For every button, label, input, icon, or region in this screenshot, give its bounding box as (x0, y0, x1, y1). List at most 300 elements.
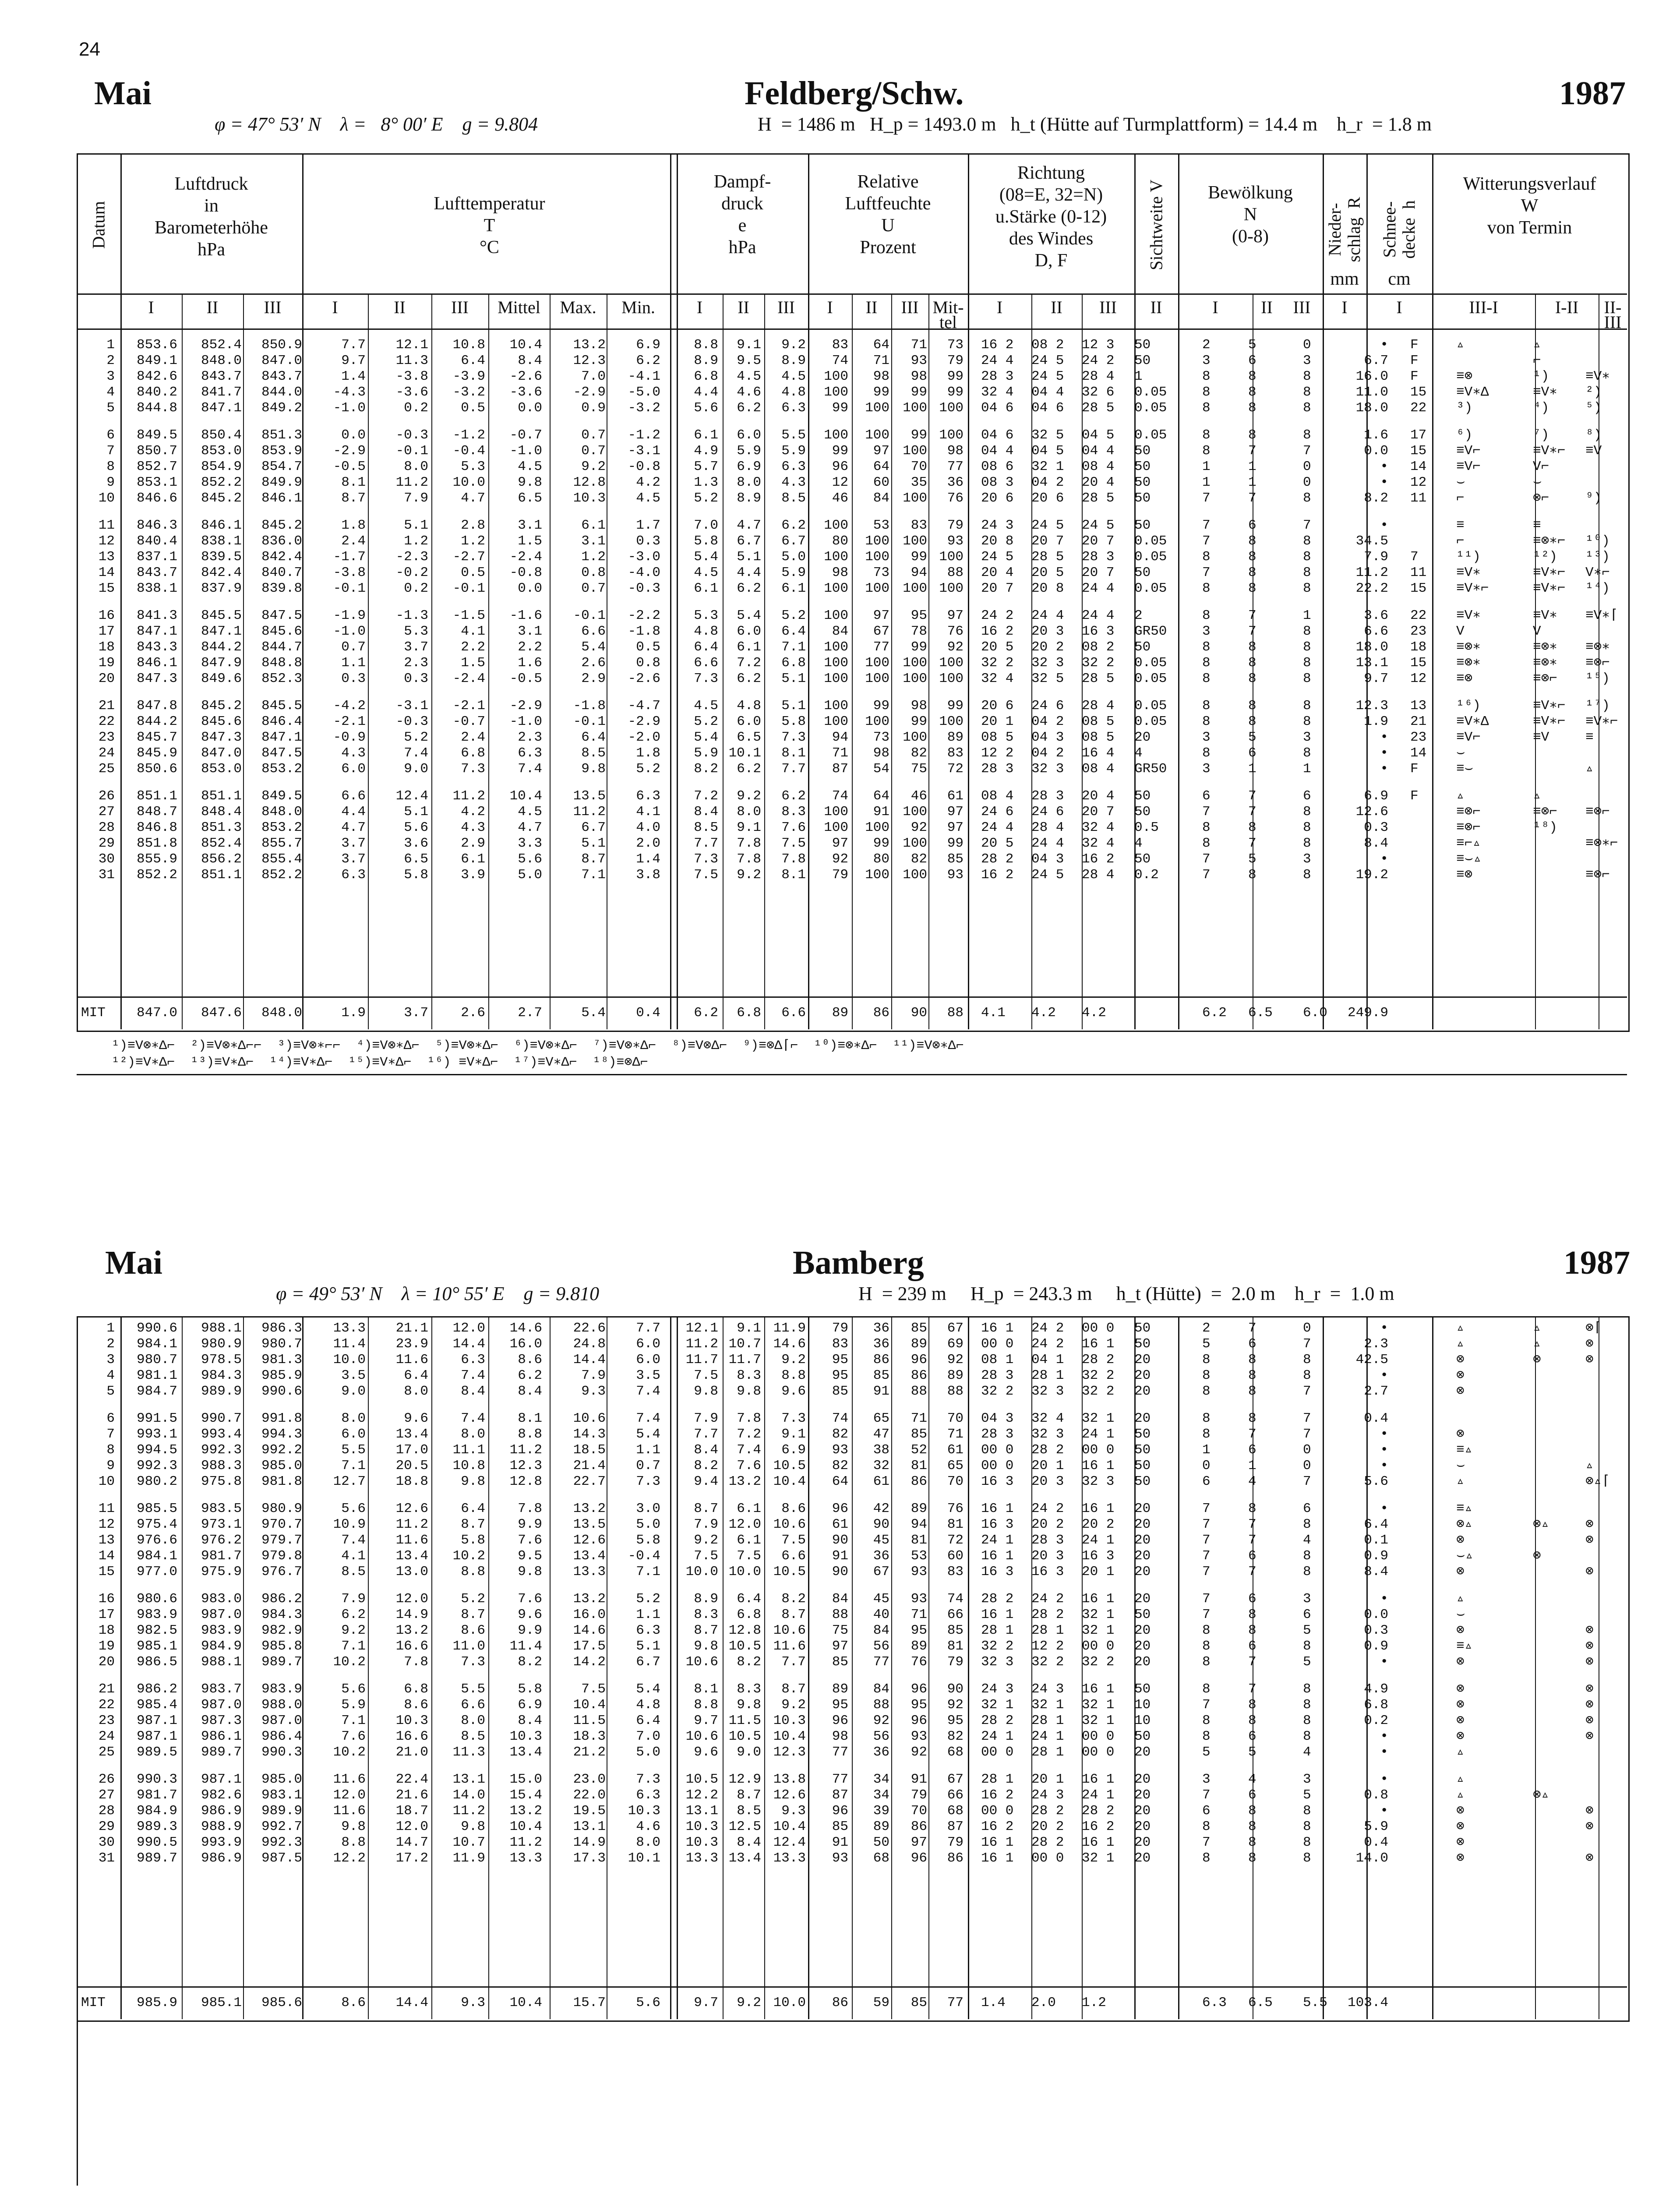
cell-24: • (1380, 518, 1388, 533)
cell-22: 8 (1248, 1851, 1256, 1866)
cell-8: 10.6 (573, 1411, 606, 1426)
cell-1: 994.5 (136, 1442, 177, 1458)
cell-14: 34 (873, 1787, 889, 1803)
cell-11: 6.0 (737, 624, 761, 639)
cell-16: 67 (947, 1321, 964, 1336)
cell-2: 841.7 (201, 385, 242, 400)
cell-12: 5.1 (781, 698, 806, 714)
cell-13: 93 (832, 1442, 848, 1458)
cell-15: 88 (911, 1384, 927, 1399)
cell-24: 0.4 (1364, 1835, 1388, 1850)
cell-7: -1.0 (509, 714, 542, 729)
cell-11: 12.8 (728, 1623, 761, 1638)
cell-25: 22 (1410, 608, 1427, 623)
cell-2: 837.9 (201, 581, 242, 596)
cell-1: 850.6 (136, 761, 177, 777)
cell-11: 8.4 (737, 1835, 761, 1850)
cell-13: 87 (832, 1787, 848, 1803)
cell-19: 20 7 (1082, 565, 1115, 580)
cell-1: 987.1 (136, 1713, 177, 1728)
cell-14: 77 (873, 1654, 889, 1670)
cell-14: 90 (873, 1517, 889, 1532)
cell-9: -2.6 (628, 671, 660, 686)
cell-1: 980.7 (136, 1352, 177, 1367)
cell-20: 4 (1134, 745, 1143, 761)
cell-21: 8 (1202, 581, 1211, 596)
cell-7: 7.6 (518, 1591, 542, 1607)
cell-17: 28 3 (981, 1368, 1014, 1383)
cell-7: 9.8 (518, 475, 542, 490)
cell-5: 11.6 (395, 1533, 428, 1548)
cell-15: 86 (911, 1368, 927, 1383)
cell-24: • (1380, 851, 1388, 867)
cell-13: 77 (832, 1745, 848, 1760)
cell-12: 10.3 (773, 1713, 806, 1728)
cell-25: F (1410, 369, 1419, 384)
cell-13: 100 (824, 549, 848, 565)
cell-24: 11.2 (1355, 565, 1388, 580)
cell-23: 8 (1303, 385, 1311, 400)
mittel-cell-12: 6.6 (781, 1005, 806, 1021)
cell-0: 22 (98, 1697, 115, 1713)
cell-19: 16 2 (1082, 1819, 1115, 1834)
cell-7: 10.4 (509, 788, 542, 804)
cell-9: 3.8 (636, 867, 660, 883)
cell-16: 73 (947, 337, 964, 353)
cell-4: 11.6 (333, 1772, 366, 1787)
cell-13: 79 (832, 1321, 848, 1336)
cell-25: 15 (1410, 581, 1427, 596)
cell-17: 20 6 (981, 698, 1014, 714)
cell-6: -0.1 (452, 581, 485, 596)
cell-22: 7 (1248, 624, 1256, 639)
cell-23: 3 (1303, 730, 1311, 745)
subheader-5: III (451, 297, 469, 317)
cell-9: -4.1 (628, 369, 660, 384)
cell-17: 16 2 (981, 1819, 1014, 1834)
cell-25: 22 (1410, 400, 1427, 416)
cell-11: 7.4 (737, 1442, 761, 1458)
cell-19: 28 4 (1082, 867, 1115, 883)
cell-13: 100 (824, 385, 848, 400)
cell-15: 79 (911, 1787, 927, 1803)
cell-16: 99 (947, 836, 964, 851)
cell-14: 85 (873, 1368, 889, 1383)
cell-12: 10.5 (773, 1458, 806, 1473)
cell-23: 6 (1303, 1607, 1311, 1622)
cell-28: ⊗ (1585, 1713, 1594, 1728)
cell-21: 7 (1202, 804, 1211, 819)
cell-10: 10.6 (685, 1729, 718, 1744)
cell-26: ⊗ (1456, 1851, 1465, 1866)
cell-11: 4.4 (737, 565, 761, 580)
cell-9: 5.0 (636, 1745, 660, 1760)
cell-26: ≡⊗ (1456, 867, 1473, 883)
cell-12: 4.5 (781, 369, 806, 384)
cell-26: ⊗ (1456, 1623, 1465, 1638)
cell-22: 8 (1248, 1819, 1256, 1834)
cell-13: 46 (832, 491, 848, 506)
mittel-cell-22: 6.5 (1248, 1995, 1273, 2010)
cell-24: 0.3 (1364, 820, 1388, 835)
cell-21: 8 (1202, 369, 1211, 384)
cell-27: ▵ (1533, 788, 1541, 804)
cell-0: 5 (106, 1384, 115, 1399)
cell-20: 0.05 (1134, 549, 1167, 565)
cell-16: 95 (947, 1713, 964, 1728)
cell-1: 851.8 (136, 836, 177, 851)
cell-12: 8.8 (781, 1368, 806, 1383)
cell-14: 39 (873, 1803, 889, 1819)
cell-6: 7.4 (461, 1368, 485, 1383)
cell-16: 100 (939, 671, 964, 686)
cell-28: ⊗ (1585, 1336, 1594, 1352)
cell-0: 10 (98, 1474, 115, 1489)
cell-23: 8 (1303, 581, 1311, 596)
cell-15: 96 (911, 1681, 927, 1697)
cell-4: 0.3 (341, 671, 366, 686)
cell-2: 852.2 (201, 475, 242, 490)
mittel-cell-13: 89 (832, 1005, 848, 1021)
table-row (0, 518, 1680, 533)
cell-2: 847.9 (201, 655, 242, 671)
cell-27: ≡V∗⌐ (1533, 565, 1566, 580)
cell-24: 0.9 (1364, 1548, 1388, 1564)
cell-2: 851.1 (201, 867, 242, 883)
cell-21: 1 (1202, 1442, 1211, 1458)
cell-19: 32 4 (1082, 820, 1115, 835)
cell-11: 9.5 (737, 353, 761, 368)
cell-5: 5.2 (404, 730, 428, 745)
cell-26: ≡V∗Δ (1456, 385, 1489, 400)
cell-16: 85 (947, 1623, 964, 1638)
cell-24: • (1380, 1458, 1388, 1473)
cell-19: 24 4 (1082, 581, 1115, 596)
cell-17: 24 3 (981, 1681, 1014, 1697)
cell-17: 20 5 (981, 639, 1014, 655)
cell-1: 981.1 (136, 1368, 177, 1383)
cell-5: 11.2 (395, 1517, 428, 1532)
cell-17: 24 3 (981, 518, 1014, 533)
cell-4: 5.9 (341, 1697, 366, 1713)
cell-7: 10.4 (509, 1819, 542, 1834)
cell-19: 16 1 (1082, 1591, 1115, 1607)
cell-12: 12.3 (773, 1745, 806, 1760)
cell-1: 980.2 (136, 1474, 177, 1489)
cell-4: 6.3 (341, 867, 366, 883)
cell-18: 28 2 (1031, 1803, 1064, 1819)
cell-16: 100 (939, 427, 964, 443)
cell-5: 16.6 (395, 1639, 428, 1654)
cell-6: 5.8 (461, 1533, 485, 1548)
cell-11: 6.4 (737, 1591, 761, 1607)
cell-5: 8.6 (404, 1697, 428, 1713)
cell-12: 7.3 (781, 730, 806, 745)
cell-15: 96 (911, 1713, 927, 1728)
cell-19: 20 7 (1082, 804, 1115, 819)
cell-23: 8 (1303, 427, 1311, 443)
cell-26: ⊗ (1456, 1819, 1465, 1834)
cell-19: 20 2 (1082, 1517, 1115, 1532)
table-row (0, 427, 1680, 443)
cell-6: 12.0 (452, 1321, 485, 1336)
cell-15: 76 (911, 1654, 927, 1670)
cell-1: 840.4 (136, 533, 177, 549)
cell-21: 8 (1202, 1639, 1211, 1654)
cell-24: • (1380, 761, 1388, 777)
cell-7: 15.4 (509, 1787, 542, 1803)
cell-18: 24 3 (1031, 1681, 1064, 1697)
cell-14: 91 (873, 804, 889, 819)
cell-19: 00 0 (1082, 1729, 1115, 1744)
cell-7: 4.5 (518, 804, 542, 819)
cell-18: 28 5 (1031, 549, 1064, 565)
cell-1: 843.3 (136, 639, 177, 655)
cell-16: 81 (947, 1517, 964, 1532)
cell-10: 4.5 (694, 565, 718, 580)
cell-27: ≡V∗⌐ (1533, 714, 1566, 729)
cell-13: 82 (832, 1427, 848, 1442)
cell-25: 23 (1410, 730, 1427, 745)
cell-22: 8 (1248, 1803, 1256, 1819)
cell-18: 24 5 (1031, 369, 1064, 384)
cell-18: 24 1 (1031, 1729, 1064, 1744)
cell-5: 12.6 (395, 1501, 428, 1516)
cell-26: ≡V∗ (1456, 608, 1481, 623)
cell-19: 24 1 (1082, 1787, 1115, 1803)
cell-21: 5 (1202, 1745, 1211, 1760)
cell-9: -5.0 (628, 385, 660, 400)
cell-8: 7.5 (581, 1681, 606, 1697)
cell-1: 838.1 (136, 581, 177, 596)
cell-0: 12 (98, 533, 115, 549)
cell-22: 7 (1248, 836, 1256, 851)
cell-13: 83 (832, 337, 848, 353)
cell-27: ¹) (1533, 369, 1549, 384)
cell-8: 24.8 (573, 1336, 606, 1352)
cell-2: 987.0 (201, 1607, 242, 1622)
cell-24: 34.5 (1355, 533, 1388, 549)
cell-18: 16 3 (1031, 1564, 1064, 1579)
cell-24: 13.1 (1355, 655, 1388, 671)
table-row (0, 1623, 1680, 1639)
cell-18: 28 1 (1031, 1368, 1064, 1383)
cell-26: ⌐ (1456, 491, 1465, 506)
cell-20: GR50 (1134, 761, 1167, 777)
cell-14: 53 (873, 518, 889, 533)
cell-9: 6.0 (636, 1352, 660, 1367)
cell-19: 20 4 (1082, 788, 1115, 804)
cell-20: 50 (1134, 1442, 1151, 1458)
cell-19: 00 0 (1082, 1321, 1115, 1336)
cell-6: 0.5 (461, 565, 485, 580)
cell-15: 93 (911, 353, 927, 368)
cell-14: 77 (873, 639, 889, 655)
cell-17: 28 3 (981, 761, 1014, 777)
cell-21: 7 (1202, 518, 1211, 533)
cell-19: 00 0 (1082, 1745, 1115, 1760)
cell-25: 11 (1410, 565, 1427, 580)
cell-3: 986.3 (261, 1321, 302, 1336)
cell-22: 6 (1248, 1548, 1256, 1564)
cell-0: 8 (106, 459, 115, 474)
cell-20: 10 (1134, 1697, 1151, 1713)
cell-11: 6.0 (737, 714, 761, 729)
mittel-cell-3: 985.6 (261, 1995, 302, 2010)
cell-11: 8.2 (737, 1654, 761, 1670)
cell-1: 984.1 (136, 1336, 177, 1352)
cell-16: 88 (947, 565, 964, 580)
cell-3: 846.4 (261, 714, 302, 729)
cell-6: -1.2 (452, 427, 485, 443)
cell-18: 04 3 (1031, 851, 1064, 867)
cell-2: 847.3 (201, 730, 242, 745)
cell-17: 00 0 (981, 1745, 1014, 1760)
cell-16: 68 (947, 1803, 964, 1819)
cell-13: 80 (832, 533, 848, 549)
cell-24: • (1380, 337, 1388, 353)
cell-13: 97 (832, 1639, 848, 1654)
cell-26: ⊗ (1456, 1564, 1465, 1579)
cell-23: 0 (1303, 337, 1311, 353)
cell-17: 28 1 (981, 1623, 1014, 1638)
subheader-19: II (1150, 297, 1162, 317)
cell-3: 982.9 (261, 1623, 302, 1638)
cell-8: -0.1 (573, 608, 606, 623)
cell-11: 10.1 (728, 745, 761, 761)
cell-12: 6.6 (781, 1548, 806, 1564)
cell-18: 04 6 (1031, 400, 1064, 416)
cell-11: 4.6 (737, 385, 761, 400)
cell-7: 3.3 (518, 836, 542, 851)
cell-0: 13 (98, 549, 115, 565)
cell-4: -4.3 (333, 385, 366, 400)
cell-19: 28 4 (1082, 698, 1115, 714)
table-row (0, 867, 1680, 883)
cell-14: 64 (873, 788, 889, 804)
cell-25: 14 (1410, 459, 1427, 474)
cell-10: 9.8 (694, 1639, 718, 1654)
cell-16: 79 (947, 1835, 964, 1850)
cell-8: 3.1 (581, 533, 606, 549)
cell-17: 32 4 (981, 671, 1014, 686)
cell-20: 50 (1134, 1729, 1151, 1744)
cell-14: 68 (873, 1851, 889, 1866)
cell-20: 20 (1134, 1772, 1151, 1787)
cell-28: ⁵) (1585, 400, 1602, 416)
cell-19: 32 3 (1082, 1474, 1115, 1489)
cell-5: -0.3 (395, 427, 428, 443)
cell-22: 8 (1248, 820, 1256, 835)
cell-4: 2.4 (341, 533, 366, 549)
cell-2: 853.0 (201, 443, 242, 459)
cell-23: 3 (1303, 1591, 1311, 1607)
mittel-cell-10: 9.7 (694, 1995, 718, 2010)
cell-12: 4.8 (781, 385, 806, 400)
cell-4: 6.0 (341, 761, 366, 777)
cell-6: 6.8 (461, 745, 485, 761)
cell-22: 4 (1248, 1772, 1256, 1787)
cell-19: 32 2 (1082, 655, 1115, 671)
cell-16: 70 (947, 1411, 964, 1426)
cell-8: 0.7 (581, 443, 606, 459)
mittel-cell-21: 6.2 (1202, 1005, 1227, 1021)
cell-16: 74 (947, 1591, 964, 1607)
cell-0: 16 (98, 1591, 115, 1607)
cell-21: 8 (1202, 443, 1211, 459)
cell-13: 99 (832, 400, 848, 416)
cell-27: ⊗▵ (1533, 1787, 1549, 1803)
mittel-cell-16: 88 (947, 1005, 964, 1021)
cell-7: 6.2 (518, 1368, 542, 1383)
cell-26: ⊗ (1456, 1697, 1465, 1713)
cell-24: 0.0 (1364, 443, 1388, 459)
cell-12: 9.2 (781, 1697, 806, 1713)
cell-8: 10.4 (573, 1697, 606, 1713)
cell-8: 13.2 (573, 1591, 606, 1607)
cell-4: 12.0 (333, 1787, 366, 1803)
cell-22: 1 (1248, 1458, 1256, 1473)
cell-11: 12.5 (728, 1819, 761, 1834)
cell-27: ≡⊗∗ (1533, 655, 1557, 671)
cell-3: 847.0 (261, 353, 302, 368)
cell-21: 8 (1202, 1411, 1211, 1426)
cell-26: ▵ (1456, 337, 1465, 353)
cell-13: 100 (824, 671, 848, 686)
cell-16: 99 (947, 698, 964, 714)
cell-1: 981.7 (136, 1787, 177, 1803)
cell-9: 7.3 (636, 1772, 660, 1787)
cell-18: 20 3 (1031, 624, 1064, 639)
cell-20: 4 (1134, 836, 1143, 851)
cell-21: 1 (1202, 475, 1211, 490)
cell-10: 8.9 (694, 353, 718, 368)
subheader-12: I (827, 297, 833, 317)
cell-6: -2.1 (452, 698, 485, 714)
cell-15: 100 (903, 443, 927, 459)
cell-23: 0 (1303, 459, 1311, 474)
subheader-15: Mit- tel (932, 297, 964, 332)
cell-7: 7.8 (518, 1501, 542, 1516)
cell-6: -2.7 (452, 549, 485, 565)
cell-13: 100 (824, 518, 848, 533)
table-month: Mai (105, 1244, 162, 1281)
cell-26: ≡V⌐ (1456, 730, 1481, 745)
cell-1: 837.1 (136, 549, 177, 565)
cell-19: 32 4 (1082, 836, 1115, 851)
cell-19: 28 3 (1082, 549, 1115, 565)
cell-15: 95 (911, 1623, 927, 1638)
cell-11: 10.5 (728, 1729, 761, 1744)
cell-9: 7.4 (636, 1411, 660, 1426)
cell-16: 61 (947, 788, 964, 804)
cell-9: 5.2 (636, 761, 660, 777)
cell-7: 7.4 (518, 761, 542, 777)
cell-12: 6.2 (781, 518, 806, 533)
header-dampfdruck: Dampf- druck e hPa (713, 172, 771, 258)
header-datum: Datum (88, 201, 109, 249)
cell-0: 1 (106, 1321, 115, 1336)
table-row (0, 1352, 1680, 1368)
cell-18: 28 3 (1031, 788, 1064, 804)
cell-25: 15 (1410, 385, 1427, 400)
cell-8: 2.9 (581, 671, 606, 686)
cell-16: 36 (947, 475, 964, 490)
cell-25: F (1410, 788, 1419, 804)
cell-27: ⊗⌐ (1533, 491, 1549, 506)
cell-15: 46 (911, 788, 927, 804)
cell-9: 3.0 (636, 1501, 660, 1516)
